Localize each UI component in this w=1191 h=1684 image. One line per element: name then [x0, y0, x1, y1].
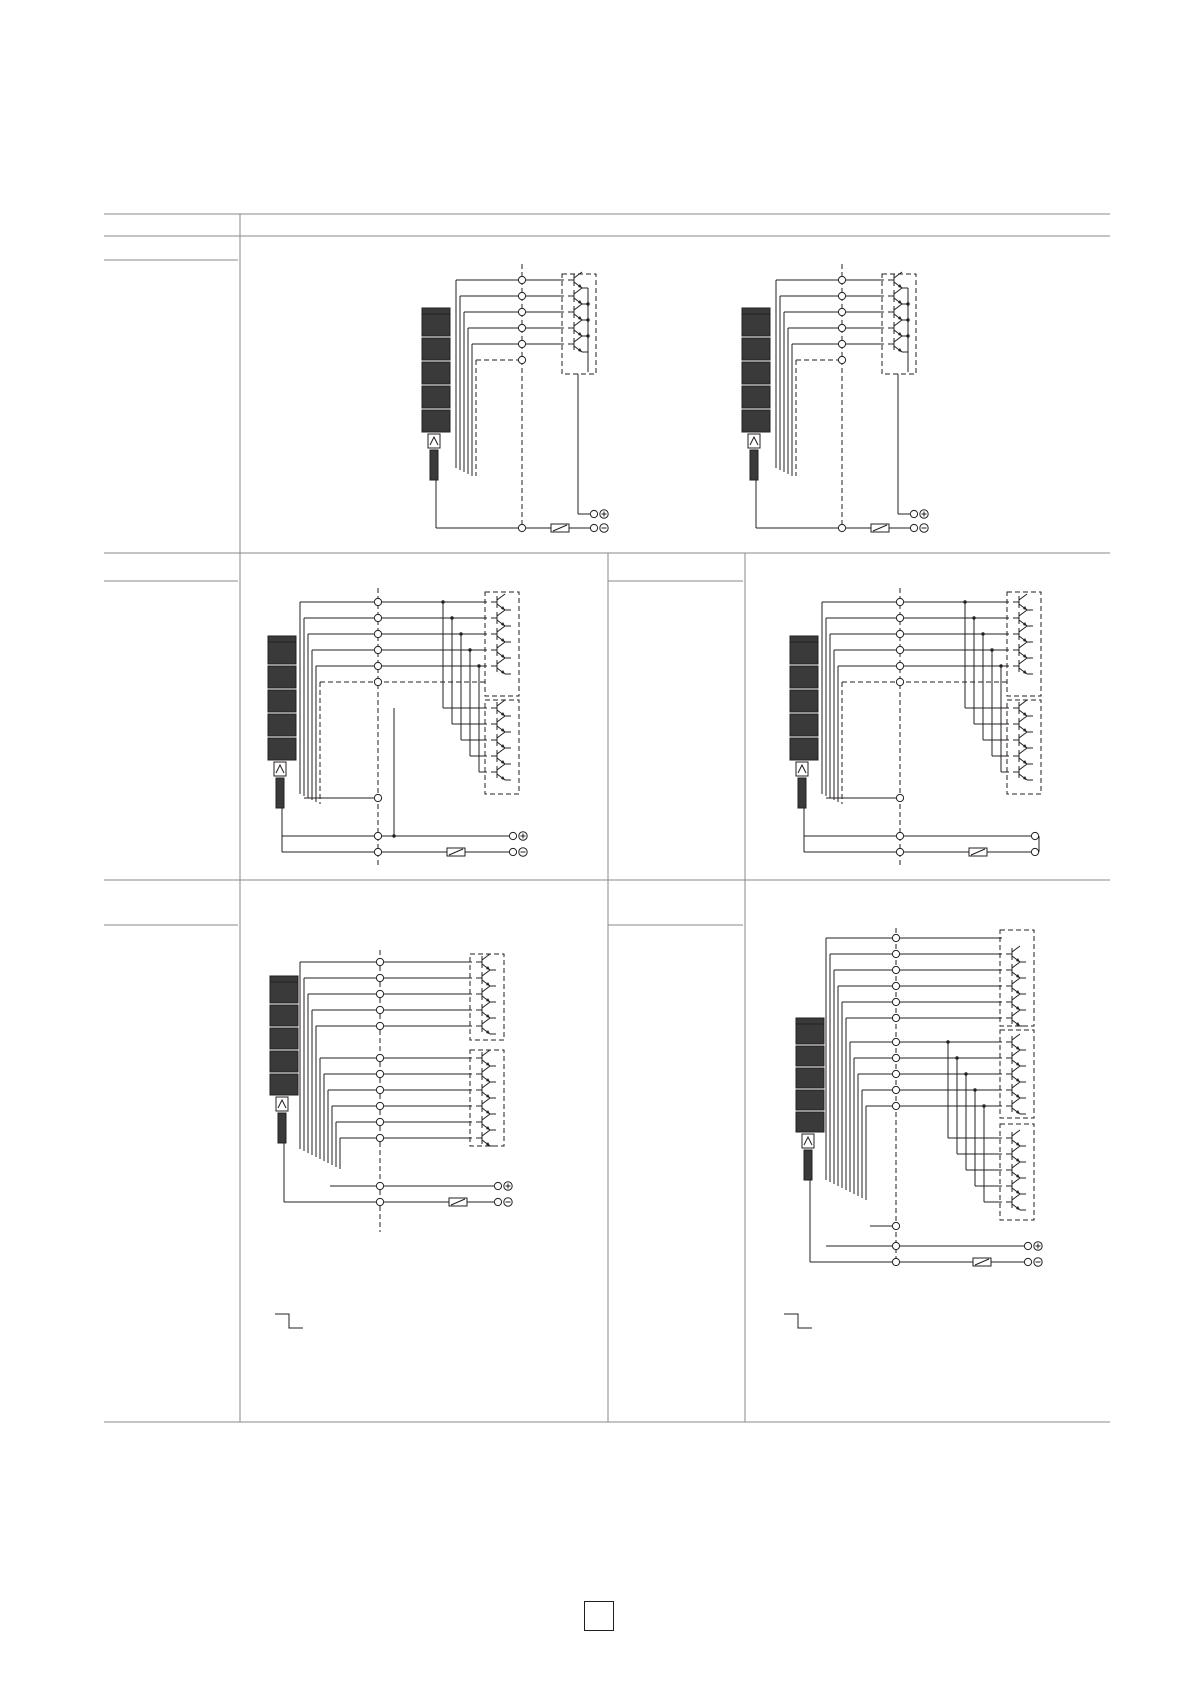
transistor-collector: [574, 288, 582, 294]
terminal: [892, 1038, 899, 1045]
npn-transistor: [1013, 658, 1033, 674]
no-contact-symbol: [275, 1314, 303, 1328]
tower-cap: [742, 308, 770, 314]
cable-bundle: [804, 1150, 812, 1180]
tower-module: [796, 1068, 824, 1088]
tower-module: [268, 690, 296, 712]
npn-transistor: [888, 336, 908, 352]
transistor-collector: [894, 272, 902, 278]
npn-transistor: [1006, 978, 1026, 994]
terminal: [374, 794, 381, 801]
transistor-collector: [1019, 732, 1027, 738]
transistor-collector: [482, 1082, 490, 1088]
transistor-collector: [1019, 748, 1027, 754]
tower-module: [742, 410, 770, 432]
wiring-diagram-2a: [268, 588, 527, 868]
npn-transistor: [1006, 994, 1026, 1010]
transistor-collector: [497, 748, 505, 754]
terminal: [838, 324, 845, 331]
tower-module: [268, 666, 296, 688]
tower-module: [790, 666, 818, 688]
wiring-diagram-3b: [796, 928, 1042, 1266]
transistor-collector: [574, 336, 582, 342]
transistor-collector: [482, 1050, 490, 1056]
transistor-collector: [482, 970, 490, 976]
transistor-collector: [894, 304, 902, 310]
npn-transistor: [1006, 962, 1026, 978]
npn-transistor: [476, 1098, 496, 1114]
transistor-collector: [482, 1018, 490, 1024]
terminal: [376, 958, 383, 965]
terminal: [892, 1086, 899, 1093]
junction-dot: [586, 318, 589, 321]
terminal: [374, 630, 381, 637]
tower-module: [268, 738, 296, 760]
terminal: [1031, 832, 1038, 839]
npn-transistor: [476, 1066, 496, 1082]
tower-module: [268, 714, 296, 736]
terminal: [376, 1118, 383, 1125]
tower-module: [790, 690, 818, 712]
npn-transistor: [888, 288, 908, 304]
cable-bundle: [430, 450, 438, 480]
terminal: [518, 356, 525, 363]
tower-module: [742, 338, 770, 360]
npn-transistor: [1006, 1098, 1026, 1114]
transistor-collector: [1012, 1066, 1020, 1072]
transistor-collector: [497, 594, 505, 600]
tower-cap: [268, 636, 296, 642]
transistor-collector: [574, 304, 582, 310]
transistor-collector: [482, 1098, 490, 1104]
terminal: [509, 848, 516, 855]
terminal: [376, 1006, 383, 1013]
terminal: [896, 678, 903, 685]
npn-transistor: [1013, 594, 1033, 610]
terminal: [896, 630, 903, 637]
terminal: [892, 982, 899, 989]
tower-module: [796, 1024, 824, 1044]
transistor-collector: [497, 658, 505, 664]
npn-transistor: [491, 610, 511, 626]
npn-transistor: [491, 732, 511, 748]
transistor-collector: [894, 320, 902, 326]
terminal: [509, 832, 516, 839]
terminal: [376, 1134, 383, 1141]
transistor-collector: [1019, 764, 1027, 770]
tower-module: [270, 1074, 298, 1095]
tower-module: [268, 642, 296, 664]
transistor-collector: [574, 320, 582, 326]
transistor-collector: [1012, 1146, 1020, 1152]
terminal: [374, 614, 381, 621]
transistor-collector: [1012, 1010, 1020, 1016]
npn-transistor: [1006, 1010, 1026, 1026]
junction-dot: [906, 334, 909, 337]
terminal: [910, 510, 917, 517]
terminal: [896, 646, 903, 653]
transistor-collector: [1012, 946, 1020, 952]
terminal: [1024, 1242, 1031, 1249]
npn-transistor: [476, 1050, 496, 1066]
tower-module: [422, 338, 450, 360]
transistor-collector: [497, 732, 505, 738]
terminal: [374, 662, 381, 669]
transistor-block-1: [1000, 930, 1034, 1026]
terminal: [590, 524, 597, 531]
transistor-collector: [482, 1114, 490, 1120]
npn-transistor: [1013, 610, 1033, 626]
npn-transistor: [1013, 748, 1033, 764]
transistor-collector: [1012, 994, 1020, 1000]
terminal: [892, 934, 899, 941]
terminal: [892, 1242, 899, 1249]
terminal: [376, 1182, 383, 1189]
tower-cap: [422, 308, 450, 314]
tower-module: [422, 314, 450, 336]
npn-transistor: [1013, 764, 1033, 780]
transistor-collector: [1019, 658, 1027, 664]
tower-module: [742, 314, 770, 336]
npn-transistor: [476, 1130, 496, 1146]
terminal: [892, 950, 899, 957]
transistor-collector: [1012, 1178, 1020, 1184]
transistor-collector: [482, 1130, 490, 1136]
npn-transistor: [491, 626, 511, 642]
npn-transistor: [476, 954, 496, 970]
tower-module: [270, 982, 298, 1003]
transistor-collector: [497, 764, 505, 770]
diagram-layer: [268, 264, 1042, 1266]
terminal: [838, 524, 845, 531]
transistor-collector: [1019, 700, 1027, 706]
terminal: [518, 340, 525, 347]
transistor-collector: [1012, 962, 1020, 968]
legend-symbols: [275, 1314, 812, 1328]
npn-transistor: [888, 320, 908, 336]
cable-bundle: [750, 450, 758, 480]
terminal: [374, 678, 381, 685]
transistor-collector: [482, 1066, 490, 1072]
terminal: [376, 1054, 383, 1061]
npn-transistor: [1006, 1130, 1026, 1146]
junction-dot: [906, 302, 909, 305]
table-grid: [104, 214, 1110, 1422]
transistor-collector: [497, 610, 505, 616]
terminal: [892, 1102, 899, 1109]
transistor-collector: [497, 700, 505, 706]
npn-transistor: [476, 1018, 496, 1034]
npn-transistor: [476, 1082, 496, 1098]
transistor-collector: [1012, 1082, 1020, 1088]
terminal: [896, 662, 903, 669]
terminal: [896, 832, 903, 839]
terminal: [518, 308, 525, 315]
tower-cap: [796, 1018, 824, 1024]
junction-dot: [586, 302, 589, 305]
npn-transistor: [1006, 1178, 1026, 1194]
terminal: [838, 340, 845, 347]
transistor-block: [562, 274, 596, 374]
terminal: [494, 1198, 501, 1205]
terminal: [376, 1070, 383, 1077]
npn-transistor: [491, 716, 511, 732]
tower-cap: [790, 636, 818, 642]
npn-transistor: [1013, 626, 1033, 642]
npn-transistor: [1006, 1194, 1026, 1210]
terminal: [590, 510, 597, 517]
terminal: [896, 614, 903, 621]
terminal: [518, 524, 525, 531]
terminal: [838, 276, 845, 283]
no-contact-symbol: [784, 1314, 812, 1328]
transistor-collector: [1012, 978, 1020, 984]
npn-transistor: [476, 970, 496, 986]
transistor-collector: [574, 272, 582, 278]
npn-transistor: [568, 288, 588, 304]
terminal: [892, 1222, 899, 1229]
tower-module: [422, 386, 450, 408]
terminal: [374, 848, 381, 855]
tower-module: [270, 1005, 298, 1026]
tower-module: [796, 1090, 824, 1110]
npn-transistor: [1006, 946, 1026, 962]
terminal: [838, 292, 845, 299]
npn-transistor: [1006, 1050, 1026, 1066]
transistor-collector: [1012, 1098, 1020, 1104]
transistor-collector: [497, 642, 505, 648]
tower-cap: [270, 976, 298, 982]
terminal: [896, 598, 903, 605]
transistor-collector: [1019, 610, 1027, 616]
npn-transistor: [568, 336, 588, 352]
npn-transistor: [1006, 1034, 1026, 1050]
terminal: [518, 292, 525, 299]
terminal: [376, 1102, 383, 1109]
terminal: [892, 998, 899, 1005]
terminal: [838, 356, 845, 363]
terminal: [374, 832, 381, 839]
junction-dot: [906, 318, 909, 321]
transistor-collector: [482, 954, 490, 960]
terminal: [896, 794, 903, 801]
tower-module: [270, 1028, 298, 1049]
transistor-collector: [1012, 1162, 1020, 1168]
npn-transistor: [568, 320, 588, 336]
terminal: [376, 1022, 383, 1029]
terminal: [1031, 848, 1038, 855]
npn-transistor: [1006, 1082, 1026, 1098]
tower-module: [796, 1046, 824, 1066]
transistor-collector: [1012, 1130, 1020, 1136]
npn-transistor: [491, 642, 511, 658]
terminal: [892, 1070, 899, 1077]
npn-transistor: [568, 304, 588, 320]
terminal: [838, 308, 845, 315]
transistor-block-2: [1000, 1030, 1034, 1118]
wiring-diagram-1b: [742, 264, 928, 532]
tower-module: [742, 362, 770, 384]
npn-transistor: [1013, 732, 1033, 748]
npn-transistor: [491, 764, 511, 780]
tower-module: [422, 362, 450, 384]
npn-transistor: [888, 304, 908, 320]
transistor-collector: [1019, 626, 1027, 632]
terminal: [376, 974, 383, 981]
terminal: [374, 598, 381, 605]
wiring-diagram-2b: [790, 588, 1041, 868]
tower-module: [790, 738, 818, 760]
transistor-collector: [894, 288, 902, 294]
npn-transistor: [1013, 716, 1033, 732]
terminal: [518, 276, 525, 283]
transistor-collector: [1012, 1050, 1020, 1056]
terminal: [896, 848, 903, 855]
npn-transistor: [491, 700, 511, 716]
npn-transistor: [491, 594, 511, 610]
npn-transistor: [476, 986, 496, 1002]
tower-module: [790, 642, 818, 664]
terminal: [892, 966, 899, 973]
npn-transistor: [1006, 1162, 1026, 1178]
terminal: [1024, 1258, 1031, 1265]
terminal: [376, 1198, 383, 1205]
page-number-box: [584, 1601, 614, 1631]
npn-transistor: [491, 658, 511, 674]
transistor-collector: [1019, 594, 1027, 600]
terminal: [376, 990, 383, 997]
transistor-collector: [1012, 1194, 1020, 1200]
cable-bundle: [278, 1113, 286, 1143]
npn-transistor: [491, 748, 511, 764]
transistor-collector: [894, 336, 902, 342]
wiring-diagram-3a: [270, 950, 512, 1232]
cable-bundle: [798, 778, 806, 808]
transistor-block-1: [470, 954, 504, 1040]
npn-transistor: [476, 1114, 496, 1130]
transistor-block-3: [1000, 1124, 1034, 1220]
terminal: [518, 324, 525, 331]
transistor-collector: [1012, 1034, 1020, 1040]
transistor-collector: [482, 1002, 490, 1008]
tower-module: [796, 1112, 824, 1132]
transistor-collector: [1019, 716, 1027, 722]
tower-module: [270, 1051, 298, 1072]
tower-module: [422, 410, 450, 432]
cable-bundle: [276, 778, 284, 808]
transistor-collector: [482, 986, 490, 992]
transistor-block: [882, 274, 916, 374]
npn-transistor: [476, 1002, 496, 1018]
terminal: [892, 1258, 899, 1265]
npn-transistor: [1006, 1146, 1026, 1162]
terminal: [494, 1182, 501, 1189]
terminal: [892, 1054, 899, 1061]
tower-module: [742, 386, 770, 408]
npn-transistor: [1006, 1066, 1026, 1082]
terminal: [892, 1014, 899, 1021]
terminal: [374, 646, 381, 653]
npn-transistor: [1013, 700, 1033, 716]
tower-module: [790, 714, 818, 736]
wiring-diagram-1a: [422, 264, 608, 532]
terminal: [376, 1086, 383, 1093]
npn-transistor: [1013, 642, 1033, 658]
transistor-collector: [497, 626, 505, 632]
junction-dot: [586, 334, 589, 337]
transistor-collector: [1019, 642, 1027, 648]
transistor-collector: [497, 716, 505, 722]
terminal: [910, 524, 917, 531]
